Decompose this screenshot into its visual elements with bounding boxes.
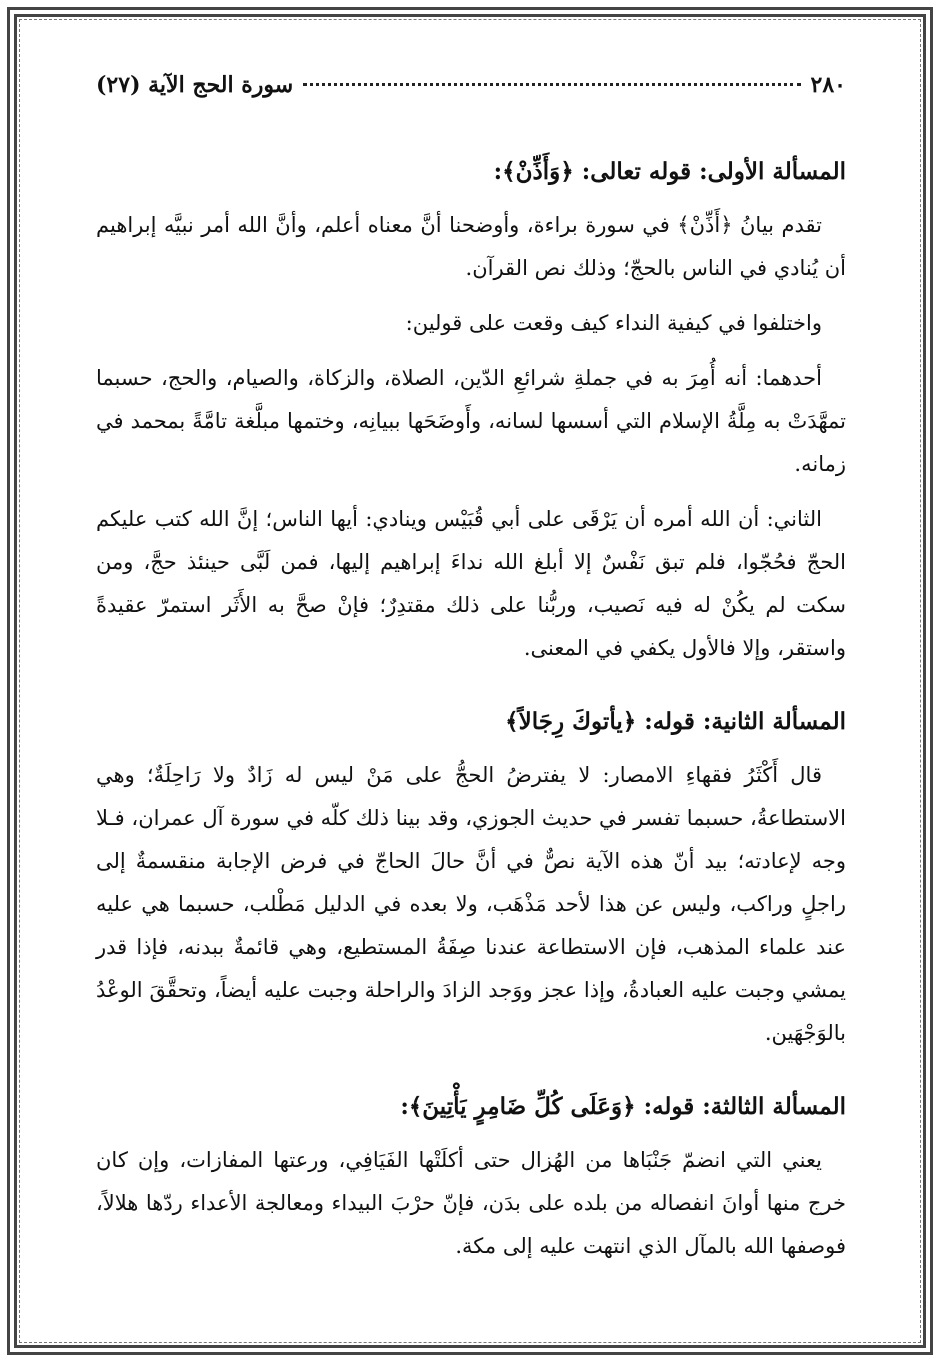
section-gap: [96, 1067, 846, 1089]
paragraph: يعني التي انضمّ جَنْبَاها من الهُزال حتى أكلَتْها الفَيَافِي، ورعتها المفازات، وإن كان خرج منها أوانَ انفصاله من بلده على بدَن، فإنّ حرْبَ البيداء ومعالجة الأعداء ردّها هلالاً، فوصفها الله بالمآل الذي انتهت عليه إلى مكة.: [96, 1148, 846, 1258]
section-heading-2: المسألة الثانية: قوله: ﴿يأتوكَ رِجَالاً﴾: [505, 708, 846, 735]
section-heading-1: المسألة الأولى: قوله تعالى: ﴿وَأَذِّنْ﴾:: [493, 158, 846, 185]
paragraph: واختلفوا في كيفية النداء كيف وقعت على قولين:: [405, 311, 822, 335]
running-header: [96, 72, 846, 112]
surah-title: سورة الحج الآية (٢٧): [96, 72, 294, 98]
paragraph: تقدم بيانُ ﴿أَذِّنْ﴾ في سورة براءة، وأوضحنا أنَّ معناه أعلم، وأنَّ الله أمر نبيَّه إبراهيم أن يُنادي في الناس بالحجّ؛ وذلك نص القرآن.: [96, 213, 846, 280]
section-heading-3: المسألة الثالثة: قوله: ﴿وَعَلَى كُلِّ ضَامِرٍ يَأْتِينَ﴾:: [400, 1093, 846, 1120]
section-gap: [96, 682, 846, 704]
paragraph: الثاني: أن الله أمره أن يَرْقَى على أبي قُبَيْس وينادي: أيها الناس؛ إنَّ الله كتب عليكم الحجّ فحُجّوا، فلم تبق نَفْسٌ إلا أبلغ الله نداءَ إبراهيم إليها، فمن لَبَّى حينئذ حجَّ، ومن سكت لم يكُنْ له فيه نَصيب، وربُّنا على ذلك مقتدِرٌ؛ فإنْ صحَّ به الأَثَر استمرّ عقيدةً واستقر، وإلا فالأول يكفي في المعنى.: [96, 507, 846, 660]
paragraph: أحدهما: أنه أُمِرَ به في جملةِ شرائعِ الدّين، الصلاة، والزكاة، والصيام، والحج، حسبما تمهَّدَتْ به مِلَّةُ الإسلام التي أسسها لسانه، وأَوضَحَها ببيانِه، وختمها مبلَّغة تامَّةً بمحمد في زمانه.: [96, 366, 846, 476]
page-content: [96, 72, 846, 1280]
paragraph: قال أَكْثَرُ فقهاءِ الامصار: لا يفترضُ الحجُّ على مَنْ ليس له زَادٌ ولا رَاحِلَةٌ؛ وهي الاستطاعةُ، حسبما تفسر في حديث الجوزي، وقد بينا ذلك كلّه في سورة آل عمران، فـلا وجه لإعادته؛ بيد أنّ هذه الآية نصٌّ في أنَّ حالَ الحاجّ في فرض الإجابة منقسمةٌ إلى راجلٍ وراكب، وليس عن هذا لأحد مَذْهَب، ولا بعده في الدليل مَطْلب، حسبما هي عليه عند علماء المذهب، فإن الاستطاعة عندنا صِفَةُ المستطيع، وهي قائمةٌ ببدنه، فإذا قدر يمشي وجبت عليه العبادةُ، وإذا عجز ووَجد الزادَ والراحلة وجبت عليه أيضاً، وتحقَّقَ الوعْدُ بالوَجْهَين.: [96, 763, 846, 1045]
page-number: ٢٨٠: [810, 72, 846, 98]
dotted-leader: [303, 83, 800, 86]
